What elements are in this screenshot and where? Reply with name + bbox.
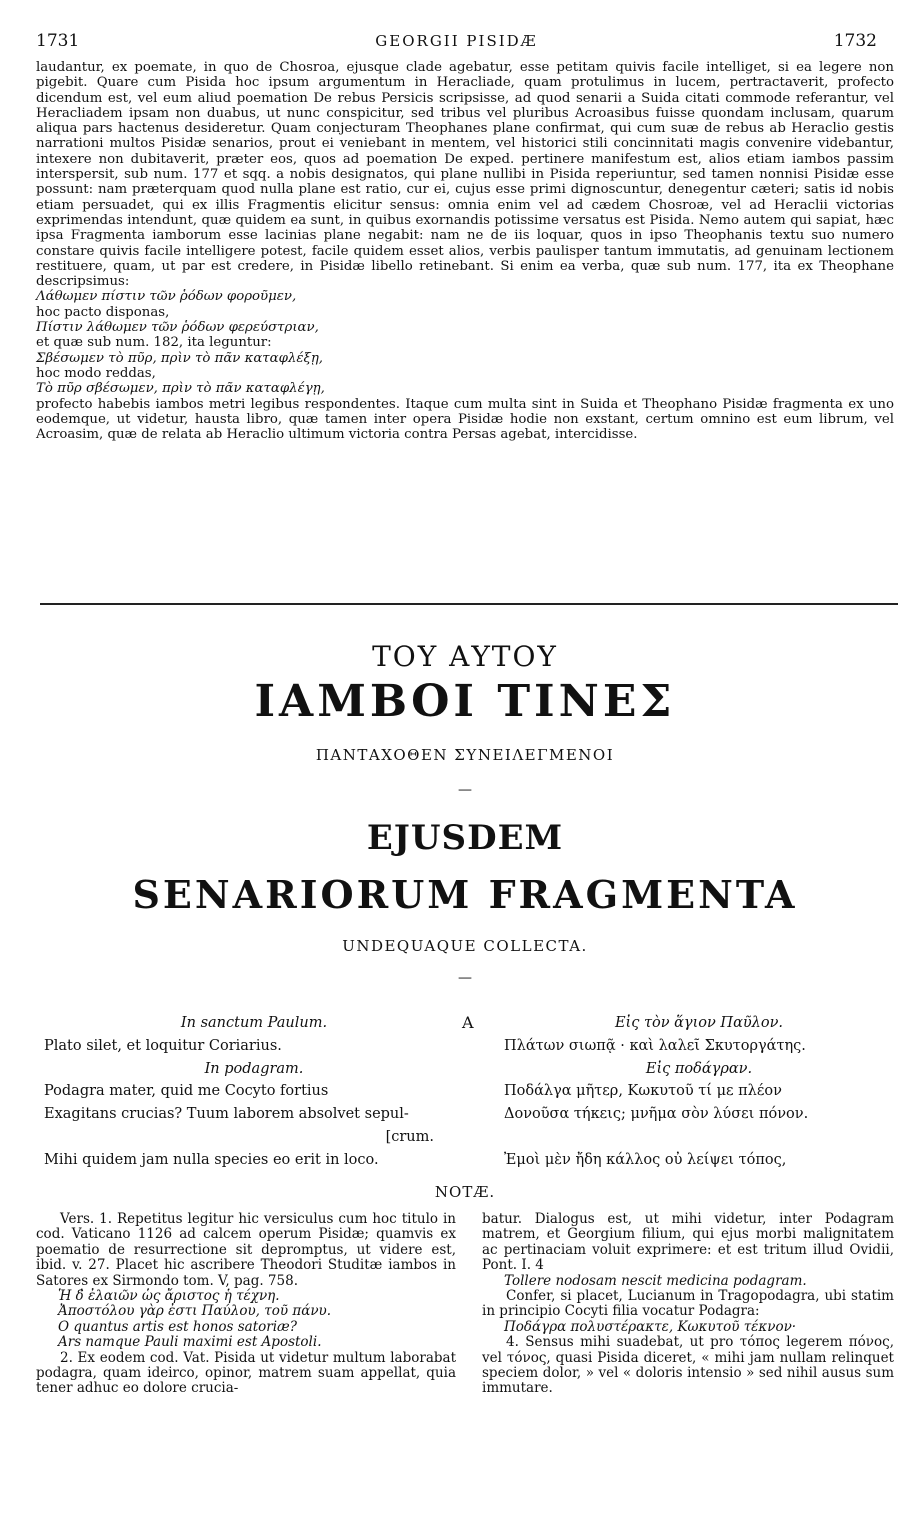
note-vers-1: Vers. 1. Repetitus legitur hic versiculus cum hoc titulo in cod. Vaticano 1126 ad calcem operum Pisidæ; quamvis ex poematio de resurrectione sit depromptus, ut videre est, ibid. v. 27. Placet hic ascribere Theodori Studitæ iambos in Satores ex Sirmondo tom. V, pag. 758. [36,1211,456,1289]
latin-subtitle: UNDEQUAQUE COLLECTA. [342,937,588,955]
greek-verse-1: Λάθωμεν πίστιν τῶν ῥόδων φοροῦμεν, [36,289,297,305]
intro-text [36,60,894,442]
greek-verse-4: Τὸ πῦρ σβέσωμεν, πρὶν τὸ πᾶν καταφλέγῃ, [36,381,325,397]
latin-verse-3: Exagitans crucias? Tuum laborem absolvet sepul- [44,1106,409,1123]
greek-main-title: ΙΑΜΒΟΙ ΤΙΝΕΣ [254,676,676,727]
note-quote-1: Ἡ δ̓ ἐλαιῶν ὡς ἄριστος ἡ τέχνη. [58,1288,280,1305]
left-page-number: 1731 [36,31,80,51]
title-dash: — [458,782,472,798]
latin-verse-1: Plato silet, et loquitur Coriarius. [44,1037,282,1054]
greek-verse-3: Δονοῦσα τήκεις; μνῆμα σὸν λύσει πόνον. [504,1106,809,1123]
note-quote-2: Ἀποστόλου γὰρ ἐστι Παύλου, τοῦ πάνυ. [58,1303,332,1320]
notes-heading: NOTÆ. [434,1183,496,1201]
greek-subtitle: ΠΑΝΤΑΧΟΘΕΝ ΣΥΝΕΙΛΕΓΜΕΝΟΙ [315,746,615,764]
latin-title-paul: In sanctum Paulum. [180,1015,328,1031]
latin-verse-2: Podagra mater, quid me Cocyto fortius [44,1083,329,1100]
section-divider [40,603,898,605]
note-vers-2: 2. Ex eodem cod. Vat. Pisida ut videtur multum laborabat podagra, quam ideirco, opinor, matrem suam appellat, quia tener adhuc eo dolore crucia- [36,1349,456,1397]
latin-title-2: SENARIORUM FRAGMENTA [132,872,798,917]
notes-right-column [482,1212,894,1397]
note-lucian: Confer, si placet, Lucianum in Tragopodagra, ubi statim in principio Cocyti filia vocatur Podagra: [482,1288,894,1320]
latin-title-podagra: In podagram. [204,1060,304,1077]
note-vers-4: 4. Sensus mihi suadebat, ut pro τόπος legerem πόνος, vel τόνος, quasi Pisida diceret, « mihi jam nullam relinquet speciem dolor, » vel « doloris intensio » sed nihil ausus sum immutare. [482,1334,894,1397]
notes-left-column [36,1212,456,1397]
latin-verse-4: Mihi quidem jam nulla species eo erit in loco. [44,1151,379,1168]
column-marker: A [462,1013,474,1032]
note-lucian-quote: Ποδάγρα πολυστέρακτε, Κωκυτοῦ τέκνον· [504,1318,797,1335]
latin-column [44,1012,464,1172]
greek-spacer [504,1126,894,1149]
note-continued: batur. Dialogus est, ut mihi videtur, inter Podagram matrem, et Georgium filium, qui ejus morbi malignitatem ac pertinaciam voluit exprimere: et est tritum illud Ovidii, Pont. I. 4 [482,1211,894,1274]
greek-title-paul: Εἰς τὸν ἅγιον Παῦλον. [614,1015,784,1031]
note-quote-4: Ars namque Pauli maximi est Apostoli. [58,1334,322,1351]
intro-closing: profecto habebis iambos metri legibus respondentes. Itaque cum multa sint in Suida et Theophano Pisidæ fragmenta ex uno eodemque, ut videtur, hausta libro, quæ tamen inter opera Pisidæ hodie non exstant, certum omnino est eum librum, vel Acroasim, quæ de relata ab Heraclio ultimum victoria contra Persas agebat, intercidisse. [36,396,894,443]
title-dash-2: — [458,970,472,986]
page-header [36,30,877,52]
latin-title-1: EJUSDEM [366,818,564,858]
intro-line-4: hoc modo reddas, [36,365,156,381]
intro-line-3: et quæ sub num. 182, ita leguntur: [36,335,272,351]
greek-title-podagra: Εἰς ποδάγραν. [645,1060,753,1077]
intro-line-2: hoc pacto disponas, [36,304,170,320]
greek-small-title: ΤΟΥ ΑΥΤΟΥ [372,640,558,673]
running-title: GEORGII PISIDÆ [375,32,538,50]
greek-verse-2: Πίστιν λάθωμεν τῶν ῥόδων φερεύστριαν, [36,320,319,336]
greek-verse-2: Ποδάλγα μῆτερ, Κωκυτοῦ τί με πλέον [504,1083,782,1100]
intro-paragraph: laudantur, ex poemate, in quo de Chosroa, ejusque clade agebatur, esse petitam quivis facile intelliget, si ea legere non pigebit. Quare cum Pisida hoc ipsum argumentum in Heracliade, quam protulimus in lucem, pertractaverit, profecto dicendum est, vel eum aliud poemation De rebus Persicis scripsisse, ad quod senarii a Suida citati commode referantur, vel Heracliadem ipsam non duabus, ut nunc conspicitur, sed tribus vel pluribus Acroasibus fuisse quondam inclusam, quarum aliqua pars hactenus desideretur. Quam conjecturam Theophanes plane confirmat, qui cum suæ de rebus ab Heraclio gestis narrationi multos Pisidæ senarios, prout ei veniebant in mentem, vel historici stili concinnitati magis convenire videbantur, intexere non dubitaverit, præter eos, quos ad poemation De exped. pertinere manifestum est, alios etiam iambos passim interspersit, sub num. 177 et sqq. a nobis designatos, qui plane nullibi in Pisida reperiuntur, sed tamen nonnisi Pisidæ esse possunt: nam præterquam quod nulla plane est ratio, cur ei, cujus esse primi dignoscuntur, denegentur cæteri; satis id nobis etiam persuadet, qui ex illis Fragmentis elicitur sensus: omnia enim vel ad cædem Chosroæ, vel ad Heraclii victorias exprimendas intendunt, quæ quidem ea sunt, in quibus exornandis potissime versatus est Pisida. Nemo autem qui sapiat, hæc ipsa Fragmenta iamborum esse lacinias plane negabit: nam ne de iis loquar, quos in ipso Theophanis textu suo numero constare quivis facile intelligere potest, facile quidem esset alios, verbis paulisper tantum immutatis, ad genuinam lectionem restituere, quam, ut par est credere, in Pisidæ libello retinebant. Si enim ea verba, quæ sub num. 177, ita ex Theophane descripsimus: [36,60,894,290]
greek-column [504,1012,894,1172]
greek-verse-1: Πλάτων σιωπᾷ · καὶ λαλεῖ Σκυτοργάτης. [504,1037,806,1054]
latin-verse-3-cont: [crum. [385,1128,434,1145]
greek-verse-3: Σβέσωμεν τὸ πῦρ, πρὶν τὸ πᾶν καταφλέξῃ, [36,350,324,366]
note-ovid-quote: Tollere nodosam nescit medicina podagram. [504,1272,807,1289]
greek-verse-4: Ἐμοὶ μὲν ἤδη κάλλος οὐ λείψει τόπος, [504,1151,787,1168]
note-quote-3: O quantus artis est honos satoriæ? [58,1318,297,1335]
right-page-number: 1732 [833,31,877,51]
